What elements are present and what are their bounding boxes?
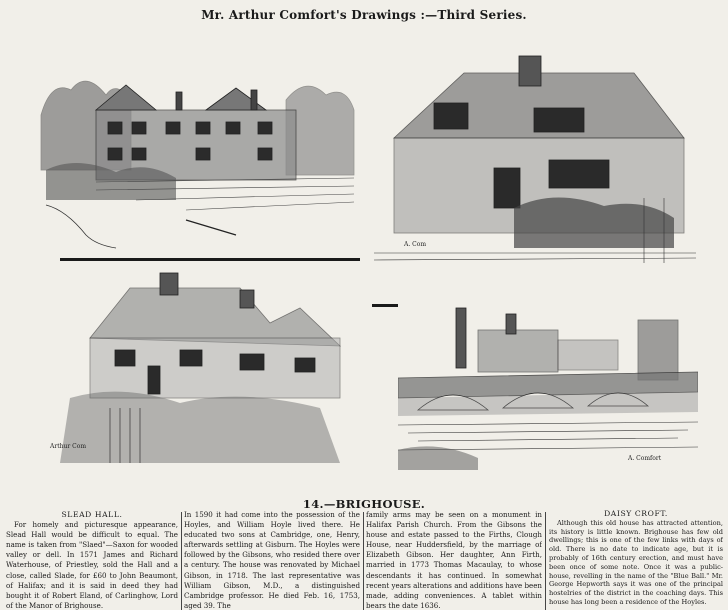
column-divider (363, 512, 364, 610)
column-subheading: SLEAD HALL. (61, 510, 123, 519)
illustration-rule (60, 258, 360, 261)
artist-signature: A. Com (404, 241, 427, 248)
slead-hall-illustration (36, 60, 356, 250)
article-heading: 14.—BRIGHOUSE. (302, 497, 426, 511)
daisy-croft-illustration (374, 48, 696, 268)
artist-signature: A. Comfort (628, 455, 662, 462)
column-subheading: DAISY CROFT. (604, 510, 668, 518)
article-column-2 (184, 510, 360, 610)
article-column-1 (6, 510, 178, 610)
column-text: For homely and picturesque appearance, Slead Hall would be difficult to equal. The name is taken from "Slaed"—Saxon for wooded valley or dell. In 1571 James and Richard Waterhouse, of Priestley, sold the Hall and a close, called Slade, for £60 to John Beaumont, of Halifax; and it is said in deed they had bought it of Robert Eland, of Carlinghow, Lord of the Manor of Brighouse. (6, 520, 178, 610)
page-title: Mr. Arthur Comfort's Drawings :—Third Series. (201, 8, 527, 22)
artist-signature: Arthur Com (50, 443, 87, 450)
brighouse-bridge-illustration (398, 300, 698, 470)
column-text: Although this old house has attracted attention, its history is little known. Brighouse has few old dwellings; this is one of the few links with days of old. There is no date to indicate age, but it is probably of 16th century erection, and must have been once of some note. Once it was a public-house, revelling in the name of the "Blue Ball." Mr. George Hepworth says it was one of the principal hostelries of the district in the coaching days. This house has long been a residence of the Hoyles. (549, 518, 723, 606)
article-column-3 (366, 510, 542, 610)
article-column-4 (549, 510, 723, 610)
column-divider (181, 512, 182, 610)
column-divider (545, 512, 546, 610)
cottage-illustration (40, 268, 358, 470)
column-text: family arms may be seen on a monument in Halifax Parish Church. From the Gibsons the house and estate passed to the Firths, Clough House, near Huddersfield, by the marriage of Elizabeth Gibson. Her daughter, Ann Firth, married in 1773 Thomas Macaulay, to whose descendants it has continued. In somewhat recent years alterations and additions have been made, adding conveniences. A tablet within bears the date 1636. (366, 510, 542, 610)
column-text: In 1590 it had come into the possession of the Hoyles, and William Hoyle lived there. He educated two sons at Cambridge, one, Henry, afterwards settling at Gisburn. The Hoyles were followed by the Gibsons, who resided there over a century. The house was renovated by Michael Gibson, in 1718. The last representative was William Gibson, M.D., a distinguished Cambridge professor. He died Feb. 16, 1753, aged 39. The (184, 510, 360, 610)
